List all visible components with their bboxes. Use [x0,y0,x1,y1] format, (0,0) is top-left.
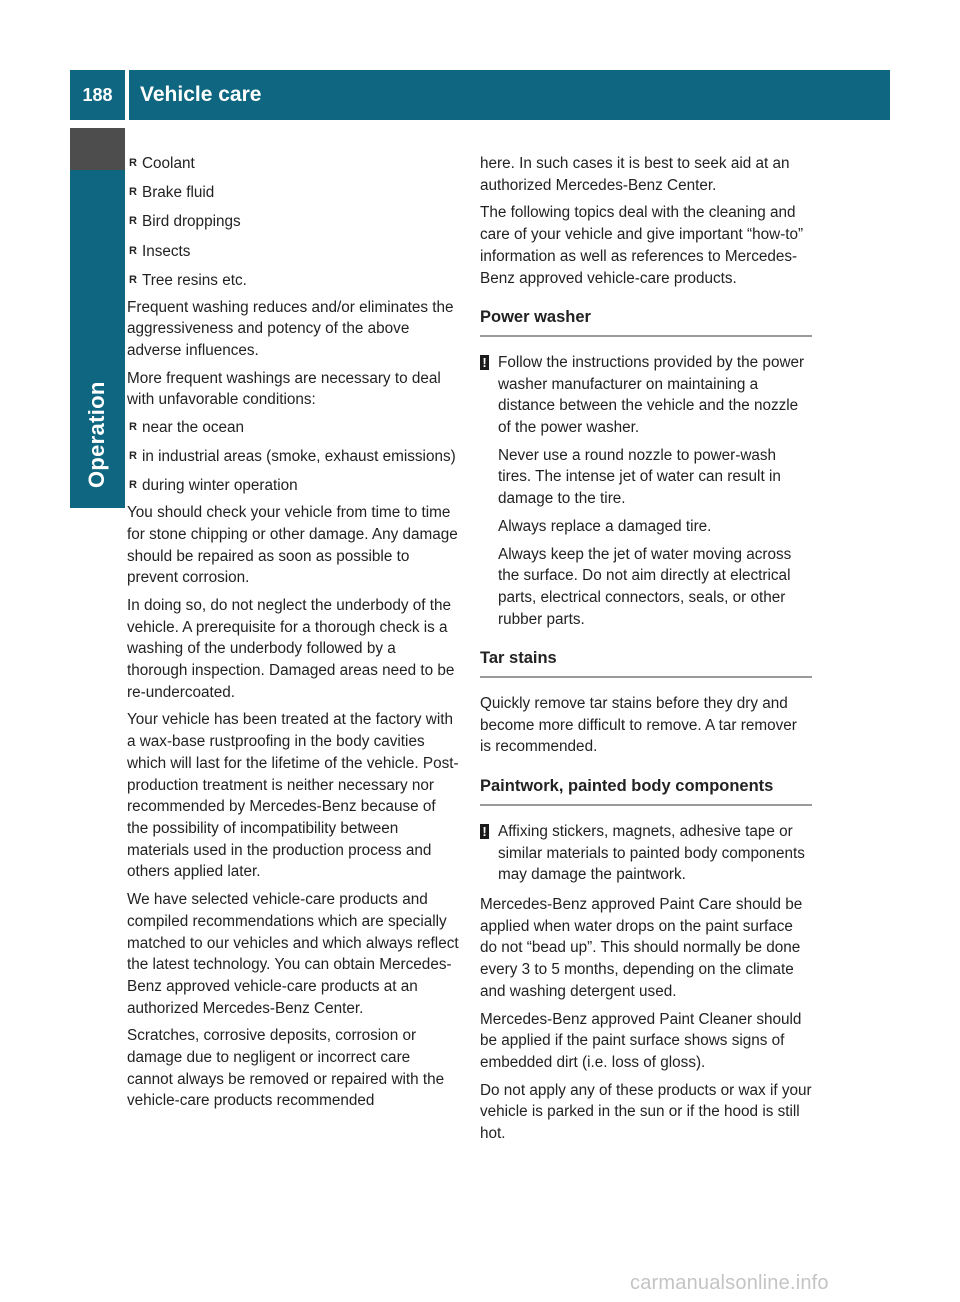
list-item [127,241,459,263]
paragraph: Quickly remove tar stains before they dry and become more difficult to remove. A tar remover is recommended. [480,695,797,756]
note-paragraph: Never use a round nozzle to power-wash tires. The intense jet of water can result in damage to the tire. [498,446,781,508]
list-item [127,475,459,497]
warning-icon: ! [480,355,489,370]
note-paragraph: Always replace a damaged tire. [498,517,712,535]
list-item [127,153,459,175]
paragraph: More frequent washings are necessary to deal with unfavorable conditions: [127,369,441,409]
note-paragraph: Follow the instructions provided by the power washer manufacturer on maintaining a distance between the vehicle and the nozzle of the power washer. [498,353,805,437]
paragraph: here. In such cases it is best to seek aid at an authorized Mercedes-Benz Center. [480,155,790,194]
section-tab-label: Operation [84,381,109,488]
bullet-marker: R [129,157,137,169]
bullet-marker: R [129,273,137,286]
list-item-text: Bird droppings [142,213,241,231]
paragraph: Mercedes-Benz approved Paint Cleaner should be applied if the paint surface shows signs of embedded dirt (i.e. loss of gloss). [480,1010,802,1071]
bullet-marker: R [129,186,137,199]
paragraph: You should check your vehicle from time to time for stone chipping or other damage. Any damage should be repaired as soon as possible to prevent corrosion. [127,504,458,587]
watermark: carmanualsonline.info [630,1272,829,1294]
list-item-text: Tree resins etc. [142,271,247,289]
section-heading-power-washer: Power washer [480,307,812,337]
paragraph: Frequent washing reduces and/or eliminates the aggressiveness and potency of the above adverse influences. [127,298,454,359]
page-title: Vehicle care [129,70,890,120]
paragraph: In doing so, do not neglect the underbody of the vehicle. A prerequisite for a thorough check is a washing of the underbody followed by a thorough inspection. Damaged areas need to be re-undercoated. [127,596,455,701]
list-item-text: Brake fluid [142,184,215,202]
list-item [127,446,459,468]
page-number: 188 [70,70,125,120]
paragraph: Your vehicle has been treated at the factory with a wax-base rustproofing in the body cavities which will last for the lifetime of the vehicle. Post-production treatment is neither necessary nor recommended by Mercedes-Benz because of the possibility of incompatibility between materials used in the production process and others applied later. [127,711,459,881]
bullet-marker: R [129,244,137,257]
list-item-text: near the ocean [142,419,245,437]
left-column [127,153,459,1118]
list-item-text: Insects [142,242,191,260]
list-item-text: in industrial areas (smoke, exhaust emissions) [142,448,456,466]
paragraph: The following topics deal with the cleaning and care of your vehicle and give important “how-to” information as well as references to Mercedes-Benz approved vehicle-care products. [480,204,804,287]
section-heading-paintwork: Paintwork, painted body components [480,776,812,806]
paragraph: Do not apply any of these products or wax if your vehicle is parked in the sun or if the hood is still hot. [480,1081,812,1143]
list-item-text: during winter operation [142,477,298,495]
list-item [127,182,459,204]
list-item [127,270,459,292]
warning-icon: ! [480,824,489,839]
section-heading-tar-stains: Tar stains [480,648,812,678]
right-column [480,153,812,1151]
bullet-marker: R [129,479,137,492]
bullet-marker: R [129,421,137,434]
bullet-marker: R [129,215,137,228]
bullet-marker: R [129,450,137,463]
note-paragraph: Always keep the jet of water moving across the surface. Do not aim directly at electrical parts, electrical connectors, seals, or other rubber parts. [498,545,792,628]
note-paragraph: Affixing stickers, magnets, adhesive tape or similar materials to painted body components may damage the paintwork. [498,822,805,884]
list-item [127,211,459,233]
paragraph: We have selected vehicle-care products and compiled recommendations which are specially matched to our vehicles and which always reflect the latest technology. You can obtain Mercedes-Benz approved vehicle-care products at an authorized Mercedes-Benz Center. [127,891,459,1017]
warning-note-paintwork [480,821,812,886]
warning-note-power-washer [480,352,812,630]
list-item-text: Coolant [142,155,195,172]
section-tab-marker [70,128,125,170]
paragraph: Scratches, corrosive deposits, corrosion or damage due to negligent or incorrect care cannot always be removed or repaired with the vehicle-care products recommended [127,1027,445,1110]
paragraph: Mercedes-Benz approved Paint Care should be applied when water drops on the paint surface do not “bead up”. This should normally be done every 3 to 5 months, depending on the climate and washing detergent used. [480,895,803,1000]
list-item [127,417,459,439]
